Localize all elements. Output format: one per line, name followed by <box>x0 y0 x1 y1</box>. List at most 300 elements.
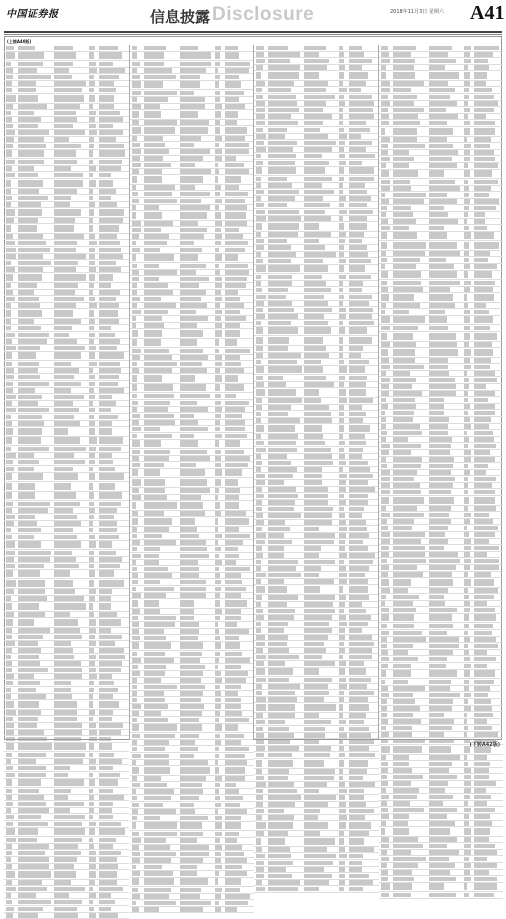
table-cell-text <box>144 277 160 282</box>
table-cell-text <box>144 414 174 419</box>
table-cell-text <box>381 450 389 455</box>
table-cell-text <box>268 425 295 432</box>
table-cell-text <box>180 567 199 572</box>
table-row <box>4 808 129 815</box>
table-cell-text <box>304 232 331 237</box>
table-cell-text <box>89 339 94 344</box>
table-row <box>379 532 504 539</box>
table-cell-text <box>215 629 220 634</box>
table-cell-text <box>393 526 413 531</box>
table-cell-text <box>393 631 423 636</box>
table-row <box>4 150 129 160</box>
continued-to-label: (下转A42版) <box>469 742 500 748</box>
table-cell-text <box>54 297 84 302</box>
table-cell-text <box>464 775 471 780</box>
table-cell-text <box>381 893 389 898</box>
table-row <box>254 853 379 860</box>
table-row <box>4 886 129 893</box>
table-cell-text <box>99 838 116 843</box>
table-cell-text <box>54 674 82 679</box>
table-cell-text <box>6 209 15 216</box>
table-cell-text <box>393 137 417 142</box>
table-cell-text <box>132 691 137 696</box>
table-cell-text <box>339 281 343 286</box>
table-cell-text <box>89 551 94 556</box>
table-cell-text <box>349 72 368 79</box>
table-cell-text <box>132 310 141 315</box>
table-cell-text <box>349 425 370 432</box>
table-cell-text <box>429 857 449 862</box>
table-cell-text <box>256 232 261 237</box>
table-cell-text <box>18 900 51 905</box>
table-row <box>4 906 129 913</box>
table-cell-text <box>6 551 15 556</box>
table-cell-text <box>18 723 37 728</box>
table-cell-text <box>18 124 38 129</box>
table-cell-text <box>429 546 445 551</box>
table-cell-text <box>349 776 363 781</box>
table-cell-text <box>393 470 417 475</box>
table-row <box>130 766 255 776</box>
table-cell-text <box>393 883 412 890</box>
table-cell-text <box>429 417 450 422</box>
table-cell-text <box>268 566 296 571</box>
table-cell-text <box>256 405 262 410</box>
table-cell-text <box>339 553 347 558</box>
table-cell-text <box>6 368 14 373</box>
table-cell-text <box>268 480 284 485</box>
table-row <box>379 287 504 294</box>
table-cell-text <box>144 120 177 125</box>
table-cell-text <box>381 601 386 606</box>
table-cell-text <box>429 565 456 570</box>
table-cell-text <box>304 301 328 306</box>
table-cell-text <box>54 261 78 266</box>
table-cell-text <box>215 440 219 447</box>
table-cell-text <box>339 346 343 351</box>
table-cell-text <box>89 352 95 359</box>
table-row <box>130 221 255 228</box>
table-cell-text <box>256 642 265 647</box>
table-cell-text <box>89 743 94 750</box>
table-cell-text <box>132 573 139 578</box>
table-cell-text <box>304 560 335 565</box>
table-cell-text <box>144 888 171 893</box>
table-cell-text <box>54 557 76 562</box>
table-cell-text <box>132 832 140 837</box>
table-row <box>130 573 255 580</box>
table-cell-text <box>393 513 424 518</box>
table-cell-text <box>393 579 412 586</box>
table-row <box>379 656 504 663</box>
table-cell-text <box>180 185 195 190</box>
table-cell-text <box>54 467 73 472</box>
table-cell-text <box>99 202 117 207</box>
table-cell-text <box>99 710 113 715</box>
table-cell-text <box>393 342 417 347</box>
table-row <box>4 296 129 303</box>
table-row <box>130 456 255 463</box>
table-cell-text <box>132 527 137 532</box>
table-cell-text <box>349 740 374 745</box>
table-row <box>130 211 255 221</box>
table-cell-text <box>464 417 471 422</box>
table-cell-text <box>144 264 159 269</box>
table-cell-text <box>381 637 387 642</box>
table-cell-text <box>6 326 11 331</box>
table-cell-text <box>225 463 248 468</box>
table-cell-text <box>215 368 221 373</box>
table-cell-text <box>304 167 325 174</box>
table-row <box>254 209 379 216</box>
table-cell-text <box>132 567 137 572</box>
table-cell-text <box>99 160 122 165</box>
table-cell-text <box>6 864 12 869</box>
table-cell-text <box>132 355 141 360</box>
table-cell-text <box>132 838 142 843</box>
table-cell-text <box>268 245 291 250</box>
table-row <box>254 101 379 108</box>
table-cell-text <box>99 297 116 302</box>
table-row <box>254 752 379 759</box>
table-cell-text <box>381 121 390 126</box>
table-cell-text <box>225 783 237 788</box>
table-cell-text <box>393 539 421 544</box>
table-row <box>254 654 379 661</box>
table-cell-text <box>6 913 13 918</box>
table-cell-text <box>215 534 223 539</box>
table-cell-text <box>6 202 11 207</box>
table-cell-text <box>474 565 500 570</box>
table-cell-text <box>464 614 470 621</box>
table-cell-text <box>268 668 293 675</box>
table-cell-text <box>18 864 49 869</box>
table-cell-text <box>225 776 245 781</box>
table-cell-text <box>144 878 175 885</box>
table-row <box>379 601 504 608</box>
table-cell-text <box>99 267 121 272</box>
table-cell-text <box>429 470 451 475</box>
table-cell-text <box>339 425 344 432</box>
table-row <box>130 495 255 502</box>
table-row <box>4 361 129 368</box>
table-cell-text <box>393 552 425 557</box>
table-row <box>379 572 504 579</box>
table-cell-text <box>429 614 453 621</box>
table-cell-text <box>474 762 490 767</box>
table-cell-text <box>381 572 388 577</box>
table-cell-text <box>99 661 122 666</box>
table-cell-text <box>474 680 495 685</box>
table-cell-text <box>99 648 124 653</box>
table-cell-text <box>349 622 368 627</box>
table-cell-text <box>393 88 411 93</box>
table-cell-text <box>349 134 361 139</box>
table-row <box>130 546 255 553</box>
table-cell-text <box>180 277 209 282</box>
table-cell-text <box>304 727 325 732</box>
table-row <box>254 719 379 726</box>
table-cell-text <box>215 495 219 500</box>
table-row <box>379 558 504 565</box>
table-cell-text <box>144 401 170 406</box>
table-cell-text <box>474 775 490 780</box>
table-cell-text <box>215 488 219 493</box>
table-cell-text <box>215 463 222 468</box>
table-cell-text <box>268 190 299 195</box>
table-cell-text <box>89 130 97 135</box>
table-cell-text <box>464 144 472 149</box>
table-cell-text <box>256 838 261 845</box>
table-row <box>4 864 129 871</box>
table-cell-text <box>132 540 141 545</box>
table-cell-text <box>144 665 166 670</box>
table-cell-text <box>99 130 123 135</box>
table-cell-text <box>6 589 14 594</box>
table-row <box>254 788 379 795</box>
table-cell-text <box>256 467 261 472</box>
table-cell-text <box>215 540 219 545</box>
table-cell-text <box>215 339 220 346</box>
table-cell-text <box>268 141 297 146</box>
table-cell-text <box>6 124 13 129</box>
table-row <box>4 801 129 808</box>
table-cell-text <box>18 483 35 490</box>
table-cell-text <box>144 420 176 425</box>
table-cell-text <box>225 254 239 261</box>
table-cell-text <box>132 888 138 893</box>
table-cell-text <box>339 874 345 879</box>
table-row <box>4 388 129 395</box>
table-row <box>379 719 504 726</box>
table-cell-text <box>474 199 500 204</box>
table-cell-text <box>256 887 265 892</box>
table-cell-text <box>225 68 249 73</box>
table-cell-text <box>339 720 346 725</box>
table-cell-text <box>215 718 219 723</box>
table-cell-text <box>464 893 469 898</box>
table-cell-text <box>180 652 202 657</box>
table-cell-text <box>215 865 222 870</box>
table-cell-text <box>144 479 165 486</box>
table-cell-text <box>18 62 43 67</box>
table-cell-text <box>464 768 471 773</box>
table-row <box>254 140 379 147</box>
table-cell-text <box>18 628 50 633</box>
table-cell-text <box>268 154 296 159</box>
table-cell-text <box>464 186 469 191</box>
table-cell-text <box>393 483 420 488</box>
table-row <box>379 143 504 150</box>
table-row <box>4 401 129 408</box>
header-rule-thin <box>4 34 502 35</box>
table-cell-text <box>132 642 139 649</box>
table-cell-text <box>180 894 200 899</box>
table-cell-text <box>54 346 85 351</box>
table-cell-text <box>54 225 74 232</box>
table-cell-text <box>144 104 161 109</box>
table-cell-text <box>18 603 39 610</box>
table-cell-text <box>339 245 344 250</box>
table-cell-text <box>54 180 83 187</box>
table-cell-text <box>339 815 347 820</box>
table-cell-text <box>132 809 138 814</box>
table-cell-text <box>429 287 451 292</box>
table-cell-text <box>6 68 13 73</box>
table-cell-text <box>268 782 294 787</box>
table-cell-text <box>474 411 495 416</box>
table-cell-text <box>215 724 223 731</box>
table-cell-text <box>144 616 177 621</box>
table-cell-text <box>144 450 171 455</box>
table-cell-text <box>339 454 345 459</box>
table-cell-text <box>464 699 469 704</box>
table-cell-text <box>474 349 493 356</box>
table-cell-text <box>144 518 173 525</box>
table-cell-text <box>99 137 116 142</box>
table-cell-text <box>304 434 323 439</box>
table-cell-text <box>54 641 71 646</box>
table-cell-text <box>256 500 262 505</box>
table-cell-text <box>268 147 293 152</box>
table-cell-text <box>256 586 265 593</box>
table-cell-text <box>256 141 264 146</box>
table-cell-text <box>215 527 219 532</box>
table-cell-text <box>18 688 36 693</box>
table-cell-text <box>474 844 495 849</box>
table-cell-text <box>89 674 97 679</box>
table-row <box>4 700 129 710</box>
table-cell-text <box>54 352 81 359</box>
table-cell-text <box>132 600 139 607</box>
table-cell-text <box>180 803 195 808</box>
table-cell-text <box>304 769 335 774</box>
table-cell-text <box>474 706 492 711</box>
table-cell-text <box>381 762 389 767</box>
table-cell-text <box>132 622 139 627</box>
table-cell-text <box>393 644 414 649</box>
table-cell-text <box>225 809 247 814</box>
table-cell-text <box>132 456 139 461</box>
table-cell-text <box>381 391 389 396</box>
table-cell-text <box>474 699 492 704</box>
table-row <box>379 637 504 644</box>
table-cell-text <box>215 560 223 565</box>
table-cell-text <box>349 196 371 201</box>
table-cell-text <box>304 114 332 119</box>
table-cell-text <box>464 795 470 800</box>
table-cell-text <box>349 566 369 571</box>
table-cell-text <box>304 809 320 814</box>
table-cell-text <box>464 46 471 51</box>
table-cell-text <box>132 652 137 657</box>
table-cell-text <box>349 461 368 466</box>
table-column <box>4 45 129 740</box>
table-cell-text <box>132 111 140 118</box>
table-cell-text <box>225 567 250 572</box>
table-cell-text <box>429 506 452 511</box>
table-cell-text <box>393 693 414 698</box>
table-cell-text <box>268 769 289 774</box>
table-cell-text <box>180 375 195 382</box>
table-cell-text <box>180 176 203 183</box>
table-cell-text <box>339 203 344 208</box>
table-row <box>130 407 255 414</box>
table-cell-text <box>393 371 410 376</box>
table-cell-text <box>144 642 172 649</box>
table-row <box>254 668 379 678</box>
table-cell-text <box>268 203 287 208</box>
table-cell-text <box>474 552 487 557</box>
table-row <box>130 615 255 622</box>
table-row <box>379 588 504 595</box>
table-cell-text <box>349 232 364 237</box>
table-cell-text <box>215 355 223 360</box>
table-row <box>254 336 379 346</box>
table-cell-text <box>381 404 388 409</box>
table-row <box>4 68 129 75</box>
table-cell-text <box>268 533 284 538</box>
table-cell-text <box>54 766 70 771</box>
table-row <box>379 391 504 398</box>
table-cell-text <box>393 477 415 482</box>
table-cell-text <box>339 398 347 403</box>
table-cell-text <box>99 541 112 548</box>
table-row <box>254 795 379 802</box>
table-cell-text <box>339 494 344 499</box>
table-cell-text <box>89 375 95 380</box>
table-cell-text <box>474 857 487 862</box>
table-cell-text <box>132 185 137 190</box>
table-cell-text <box>304 540 334 545</box>
table-cell-text <box>349 838 364 845</box>
table-row <box>379 725 504 732</box>
table-cell-text <box>339 308 346 313</box>
table-cell-text <box>381 128 386 135</box>
table-row <box>254 847 379 854</box>
table-cell-text <box>132 97 137 102</box>
table-cell-text <box>349 795 364 800</box>
table-cell-text <box>144 234 169 239</box>
table-cell-text <box>225 587 246 592</box>
table-cell-text <box>381 101 390 106</box>
table-cell-text <box>215 832 222 837</box>
table-cell-text <box>381 844 390 849</box>
table-row <box>130 191 255 198</box>
table-cell-text <box>349 121 366 126</box>
table-cell-text <box>225 212 247 219</box>
table-cell-text <box>339 527 347 532</box>
table-cell-text <box>256 546 262 551</box>
table-cell-text <box>464 404 471 409</box>
table-row <box>130 120 255 127</box>
table-cell-text <box>18 828 38 835</box>
table-cell-text <box>349 704 369 711</box>
table-cell-text <box>256 108 265 113</box>
table-cell-text <box>132 822 137 829</box>
table-cell-text <box>18 535 34 540</box>
table-cell-text <box>256 121 265 126</box>
table-row <box>254 886 379 893</box>
table-cell-text <box>6 473 12 480</box>
table-cell-text <box>268 281 292 286</box>
table-cell-text <box>339 704 343 711</box>
table-cell-text <box>225 907 237 912</box>
table-cell-text <box>215 120 220 125</box>
table-cell-text <box>89 160 93 165</box>
table-row <box>254 58 379 65</box>
table-cell-text <box>304 454 332 459</box>
